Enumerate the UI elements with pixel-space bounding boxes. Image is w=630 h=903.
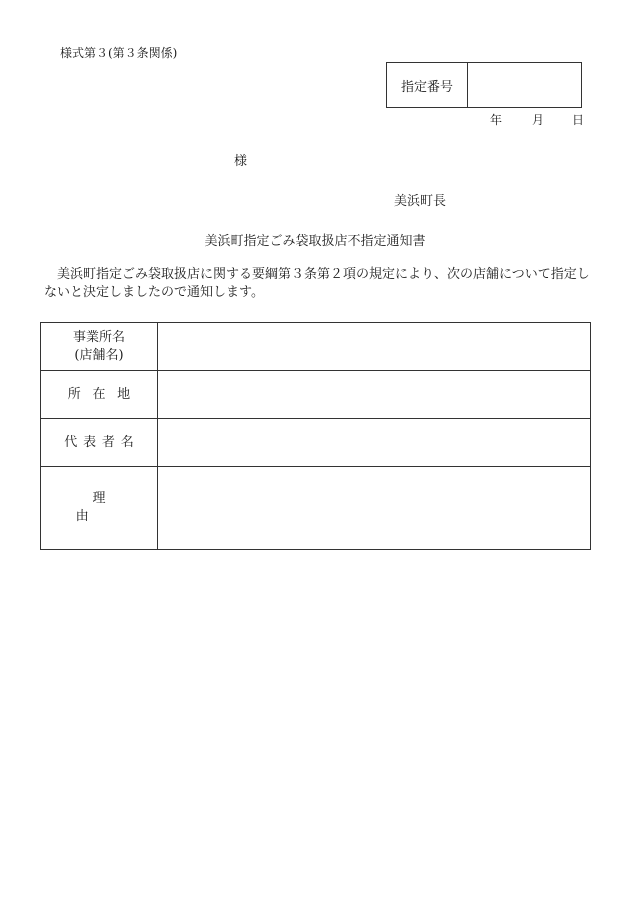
recipient-honorific: 様 <box>234 154 248 169</box>
label-business-name <box>41 323 158 371</box>
table-row <box>41 419 591 467</box>
value-business-name <box>158 323 591 371</box>
table-row <box>41 371 591 419</box>
label-representative-text: 代表者名 <box>64 434 140 450</box>
date-year-label: 年 <box>490 113 503 127</box>
designation-number-value <box>468 63 581 107</box>
label-business-name-line1: 事業所名 <box>72 329 125 345</box>
value-representative <box>158 419 591 467</box>
table-row <box>41 323 591 371</box>
label-reason-text: 理由 <box>75 491 140 524</box>
label-location-text: 所在地 <box>67 386 142 402</box>
document-body: 美浜町指定ごみ袋取扱店に関する要綱第３条第２項の規定により、次の店舗について指定しないと決定しましたので通知します。 <box>44 267 590 300</box>
issuer-name: 美浜町長 <box>394 194 447 209</box>
store-info-table <box>40 322 591 550</box>
document-title: 美浜町指定ごみ袋取扱店不指定通知書 <box>204 234 426 249</box>
value-reason <box>158 467 591 550</box>
date-month-label: 月 <box>532 113 545 127</box>
label-reason <box>41 467 158 550</box>
date-day-label: 日 <box>572 113 585 127</box>
designation-number-label: 指定番号 <box>387 63 468 107</box>
value-location <box>158 371 591 419</box>
label-representative <box>41 419 158 467</box>
label-business-name-line2: (店舗名) <box>74 347 124 363</box>
form-reference: 様式第３(第３条関係) <box>60 46 178 60</box>
label-location <box>41 371 158 419</box>
designation-number-box <box>386 62 582 108</box>
table-row <box>41 467 591 550</box>
